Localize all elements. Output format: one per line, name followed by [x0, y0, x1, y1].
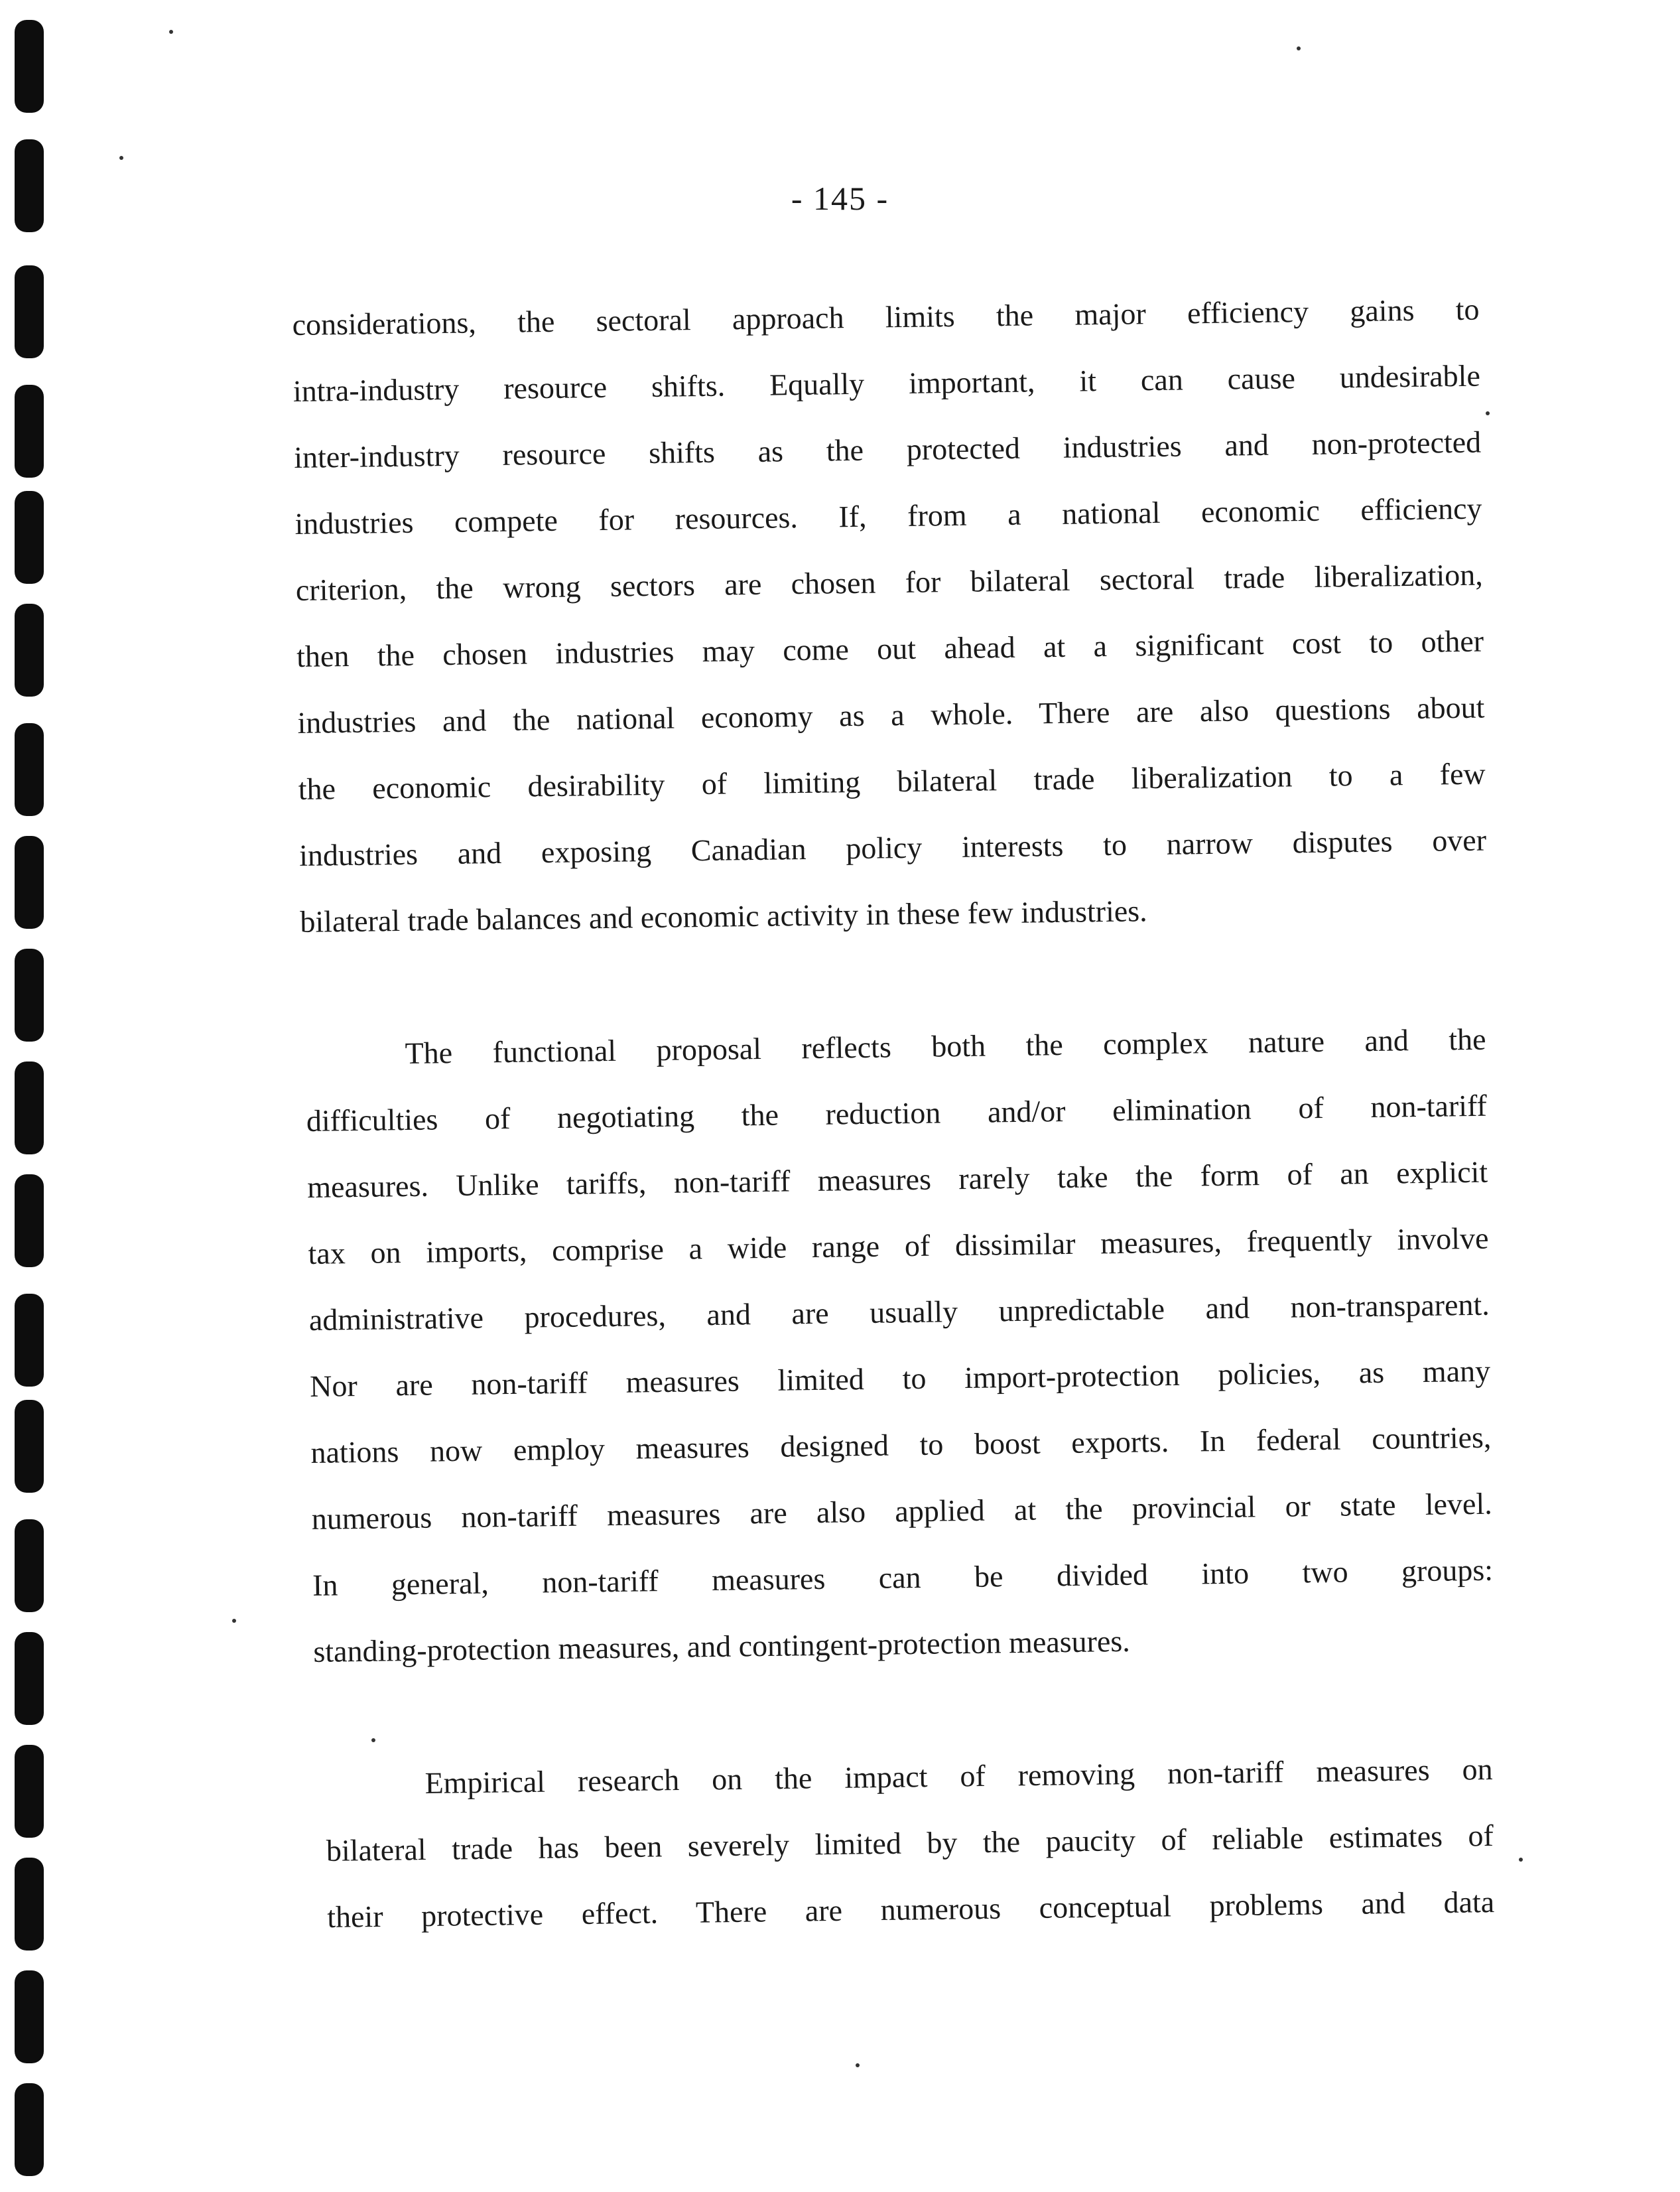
paragraph-functional-proposal	[305, 1006, 1494, 1685]
text-line: bilateral trade balances and economic activity in these few industries.	[300, 894, 1147, 939]
text-line: industries and exposing Canadian policy interests to narrow disputes over	[298, 823, 1487, 872]
text-line: standing-protection measures, and contingent-protection measures.	[313, 1623, 1131, 1669]
text-line: the economic desirability of limiting bilateral trade liberalization to a few	[298, 756, 1486, 806]
binding-hole	[15, 2083, 44, 2176]
binding-hole	[15, 1519, 44, 1612]
text-line: In general, non-tariff measures can be divided into two groups:	[312, 1552, 1494, 1602]
scan-speck	[1486, 411, 1490, 415]
binding-hole	[15, 1858, 44, 1951]
scan-speck	[1297, 46, 1301, 50]
binding-hole	[15, 1632, 44, 1725]
text-line: bilateral trade has been severely limited by the paucity of reliable estimates of	[326, 1818, 1494, 1868]
paragraph-sectoral-approach	[292, 277, 1488, 955]
text-line: Empirical research on the impact of removing non-tariff measures on	[424, 1751, 1493, 1801]
binding-hole	[15, 949, 44, 1042]
page-number: - 145 -	[791, 180, 889, 217]
scan-speck	[371, 1738, 375, 1742]
scan-speck	[1519, 1858, 1523, 1862]
binding-hole	[15, 491, 44, 584]
text-line: industries and the national economy as a whole. There are also questions about	[297, 690, 1485, 740]
binding-hole	[15, 1970, 44, 2063]
binding-hole	[15, 836, 44, 929]
text-line: inter-industry resource shifts as the protected industries and non-protected	[293, 425, 1482, 474]
text-line: considerations, the sectoral approach limits the major efficiency gains to	[292, 292, 1480, 342]
binding-hole	[15, 1062, 44, 1154]
text-line: nations now employ measures designed to boost exports. In federal countries,	[310, 1420, 1492, 1470]
text-line: difficulties of negotiating the reduction and/or elimination of non-tariff	[306, 1088, 1488, 1138]
text-line: administrative procedures, and are usually unpredictable and non-transparent.	[308, 1287, 1490, 1337]
text-line: numerous non-tariff measures are also applied at the provincial or state level.	[311, 1486, 1492, 1536]
binding-hole	[15, 1400, 44, 1493]
binding-hole	[15, 1745, 44, 1838]
text-line: then the chosen industries may come out ahead at a significant cost to other	[296, 624, 1484, 673]
text-line: industries compete for resources. If, from a national economic efficiency	[294, 491, 1482, 541]
binding-hole	[15, 604, 44, 697]
scan-speck	[232, 1619, 236, 1623]
text-line: measures. Unlike tariffs, non-tariff measures rarely take the form of an explicit	[306, 1154, 1488, 1204]
scan-speck	[119, 156, 123, 160]
scan-speck	[169, 30, 173, 34]
binding-hole	[15, 1294, 44, 1387]
paragraph-empirical-research	[325, 1736, 1495, 1951]
binding-hole	[15, 265, 44, 358]
binding-holes	[0, 0, 80, 2192]
binding-hole	[15, 723, 44, 816]
text-line: tax on imports, comprise a wide range of dissimilar measures, frequently involve	[308, 1221, 1489, 1270]
scan-speck	[856, 2063, 860, 2067]
binding-hole	[15, 385, 44, 478]
text-line: The functional proposal reflects both the complex nature and the	[405, 1022, 1486, 1071]
text-line: criterion, the wrong sectors are chosen for bilateral sectoral trade liberalization,	[295, 557, 1484, 607]
text-line: Nor are non-tariff measures limited to import-protection policies, as many	[309, 1353, 1491, 1403]
text-line: their protective effect. There are numerous conceptual problems and data	[326, 1884, 1495, 1934]
binding-hole	[15, 20, 44, 113]
text-line: intra-industry resource shifts. Equally important, it can cause undesirable	[292, 358, 1481, 408]
binding-hole	[15, 1174, 44, 1267]
